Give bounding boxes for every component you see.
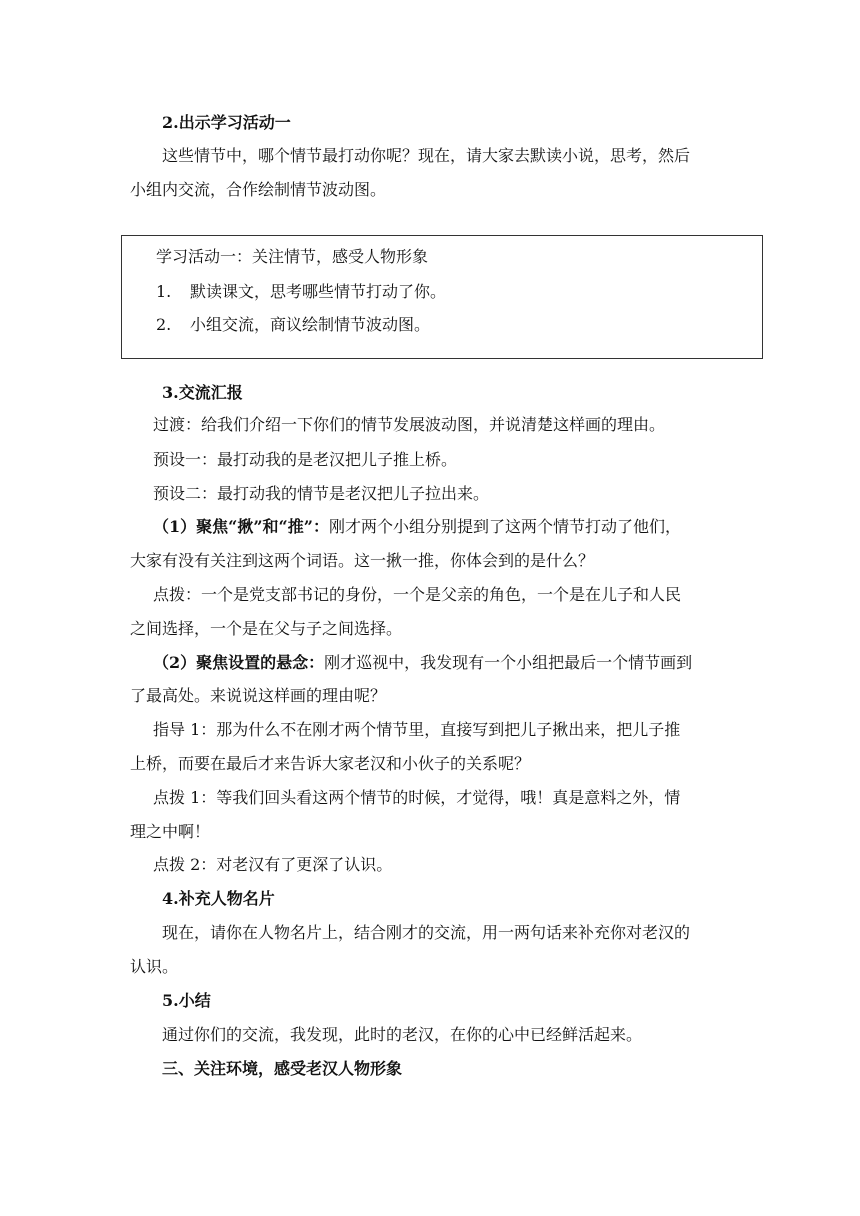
paragraph-line: 这些情节中，哪个情节最打动你呢？现在，请大家去默读小说，思考，然后 [162, 146, 691, 165]
paragraph-line: 点拨 2：对老汉有了更深了认识。 [153, 855, 393, 874]
paragraph-line: 过渡：给我们介绍一下你们的情节发展波动图，并说清楚这样画的理由。 [153, 415, 666, 434]
section-heading: 三、关注环境，感受老汉人物形象 [162, 1059, 403, 1078]
paragraph-line [153, 652, 692, 674]
paragraph-line: 指导 1：那为什么不在刚才两个情节里，直接写到把儿子揪出来，把儿子推 [153, 720, 681, 739]
activity-title: 学习活动一：关注情节，感受人物形象 [156, 247, 429, 266]
paragraph-line: 点拨 1：等我们回头看这两个情节的时候，才觉得，哦！真是意料之外，情 [153, 788, 681, 807]
focus-text: 刚才巡视中，我发现有一个小组把最后一个情节画到 [324, 653, 693, 672]
heading-2: 2.出示学习活动一 [162, 113, 291, 132]
paragraph-line [153, 516, 681, 538]
paragraph-line: 大家有没有关注到这两个词语。这一揪一推，你体会到的是什么？ [130, 551, 595, 570]
paragraph-line: 上桥，而要在最后才来告诉大家老汉和小伙子的关系呢？ [130, 754, 531, 773]
paragraph-line: 现在，请你在人物名片上，结合刚才的交流，用一两句话来补充你对老汉的 [162, 923, 691, 942]
paragraph-line: 点拨：一个是党支部书记的身份，一个是父亲的角色，一个是在儿子和人民 [153, 585, 682, 604]
focus-label: （1）聚焦“揪”和“推”： [153, 517, 329, 536]
activity-item-number: 2. [156, 315, 172, 334]
focus-text: 刚才两个小组分别提到了这两个情节打动了他们， [328, 517, 681, 536]
paragraph-line: 小组内交流，合作绘制情节波动图。 [130, 180, 387, 199]
paragraph-line: 通过你们的交流，我发现，此时的老汉，在你的心中已经鲜活起来。 [162, 1025, 643, 1044]
activity-item-text: 默读课文，思考哪些情节打动了你。 [190, 282, 447, 301]
heading-3: 3.交流汇报 [162, 383, 243, 402]
focus-label: （2）聚焦设置的悬念： [153, 653, 325, 672]
paragraph-line: 了最高处。来说说这样画的理由呢？ [130, 686, 387, 705]
paragraph-line: 预设二：最打动我的情节是老汉把儿子拉出来。 [153, 484, 490, 503]
paragraph-line: 预设一：最打动我的是老汉把儿子推上桥。 [153, 450, 458, 469]
activity-item-number: 1. [156, 282, 172, 301]
paragraph-line: 之间选择，一个是在父与子之间选择。 [130, 619, 403, 638]
heading-4: 4.补充人物名片 [162, 889, 275, 908]
paragraph-line: 理之中啊！ [130, 822, 211, 841]
paragraph-line: 认识。 [130, 957, 179, 976]
activity-box [121, 235, 763, 359]
activity-item-text: 小组交流，商议绘制情节波动图。 [190, 315, 431, 334]
heading-5: 5.小结 [162, 991, 211, 1010]
